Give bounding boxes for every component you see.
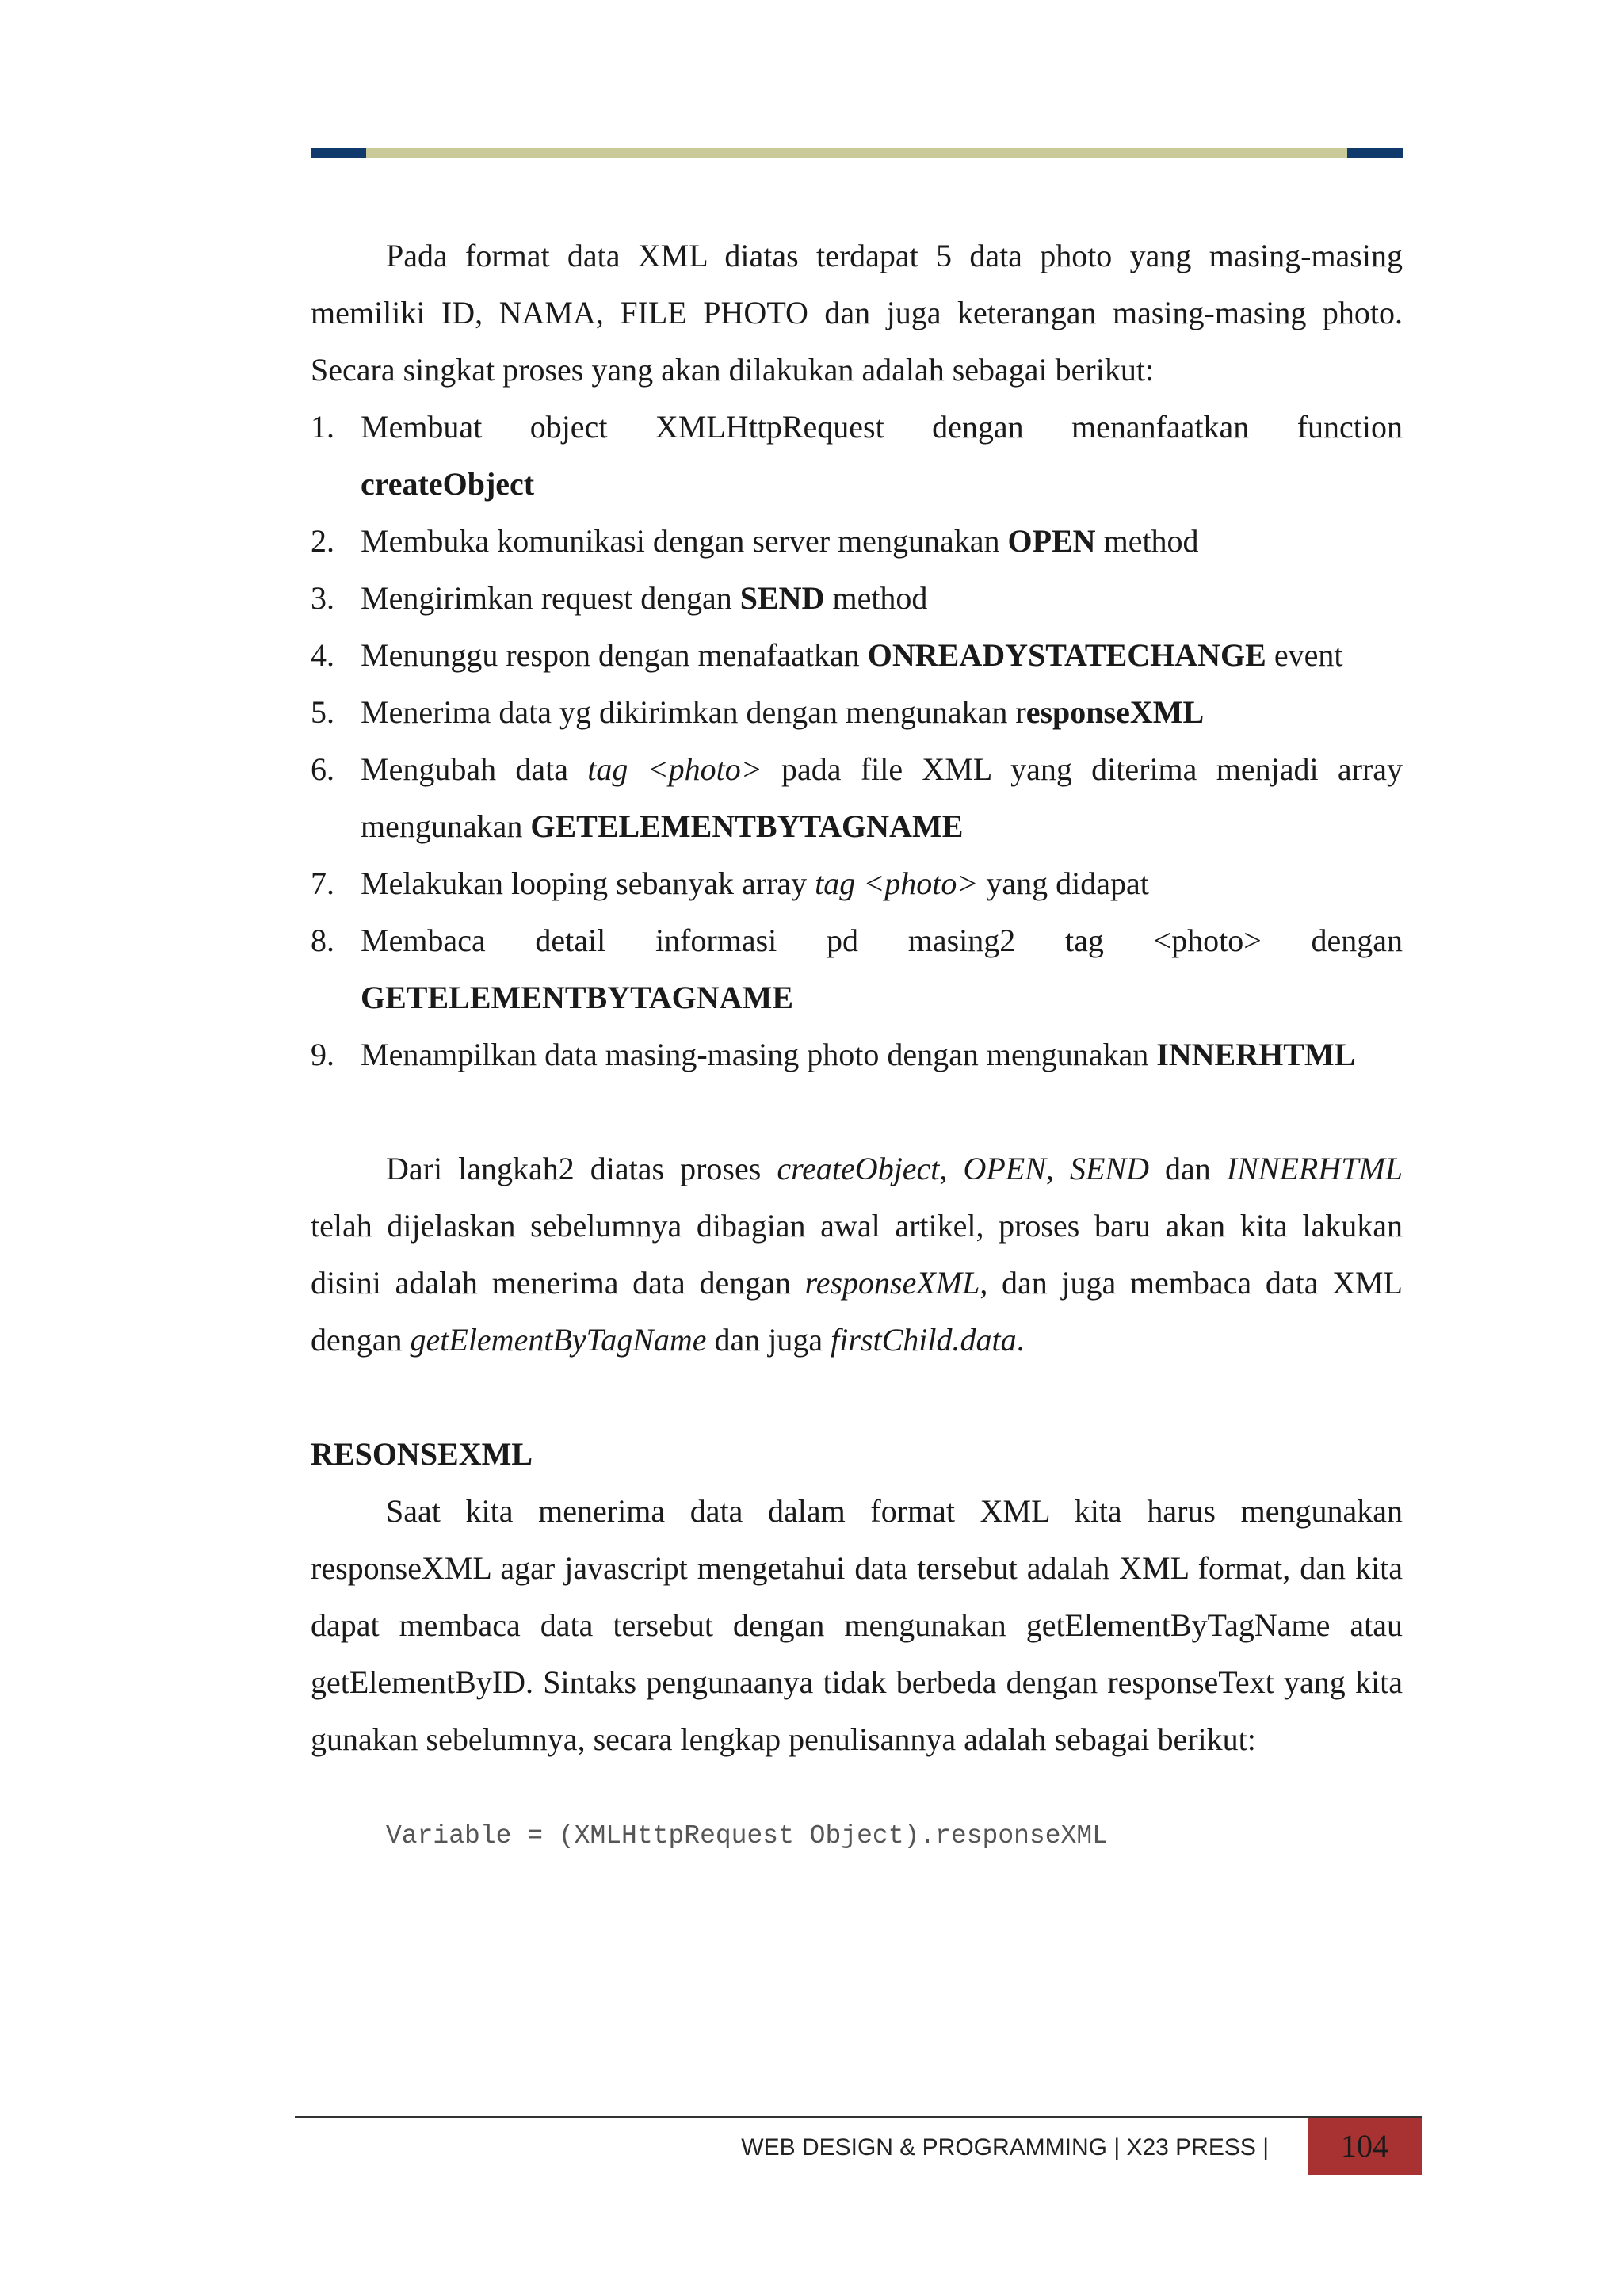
- list-item: [311, 570, 1403, 627]
- list-item-text: Menunggu respon dengan menafaatkan: [361, 637, 868, 673]
- list-item-bold: esponseXML: [1025, 694, 1205, 730]
- italic-run: SEND: [1069, 1151, 1149, 1186]
- code-snippet: Variable = (XMLHttpRequest Object).responseXML: [386, 1821, 1108, 1851]
- list-item: [311, 627, 1403, 684]
- text-run: ,: [1045, 1151, 1070, 1186]
- section-paragraph: Saat kita menerima data dalam format XML kita harus mengunakan responseXML agar javascript mengetahui data tersebut adalah XML format, dan kita dapat membaca data tersebut dengan mengunakan getElementByTagName atau getElementByID. Sintaks pengunaanya tidak berbeda dengan responseText yang kita gunakan sebelumnya, secara lengkap penulisannya adalah sebagai berikut:: [311, 1493, 1403, 1757]
- list-item: [311, 741, 1403, 855]
- list-item-bold: SEND: [739, 580, 825, 616]
- italic-run: getElementByTagName: [410, 1322, 707, 1358]
- header-rule-left-accent: [311, 148, 366, 158]
- list-item-text: Membuka komunikasi dengan server mengunakan: [361, 523, 1008, 559]
- list-item-text: Membuat object XMLHttpRequest dengan menanfaatkan function: [361, 409, 1403, 445]
- list-item: [311, 912, 1403, 1026]
- summary-paragraph: [311, 1140, 1403, 1369]
- list-item-text: Mengubah data: [361, 751, 588, 787]
- list-item-text: Melakukan looping sebanyak array: [361, 865, 815, 901]
- list-item: [311, 684, 1403, 741]
- list-item-bold: createObject: [361, 466, 535, 502]
- header-rule: [311, 148, 1403, 158]
- list-item-text: Menerima data yg dikirimkan dengan mengunakan r: [361, 694, 1026, 730]
- italic-run: firstChild.data: [831, 1322, 1017, 1358]
- list-item-number: 9.: [311, 1037, 334, 1072]
- list-item: [311, 1026, 1403, 1083]
- list-item: [311, 399, 1403, 513]
- spacer: [311, 1369, 1403, 1426]
- list-item-number: 1.: [311, 409, 334, 445]
- list-item-bold: GETELEMENTBYTAGNAME: [361, 980, 793, 1015]
- text-run: .: [1016, 1322, 1025, 1358]
- text-run: ,: [939, 1151, 964, 1186]
- list-item: [311, 513, 1403, 570]
- list-item-number: 2.: [311, 523, 334, 559]
- list-item-number: 8.: [311, 923, 334, 958]
- list-item-bold: ONREADYSTATECHANGE: [867, 637, 1266, 673]
- list-item-text-after: yang didapat: [978, 865, 1149, 901]
- list-item-bold: INNERHTML: [1156, 1037, 1356, 1072]
- list-item-italic: tag <photo>: [815, 865, 979, 901]
- list-item-text-after: event: [1266, 637, 1343, 673]
- page-number: 104: [1308, 2118, 1422, 2175]
- steps-list: [311, 399, 1403, 1083]
- list-item-number: 6.: [311, 751, 334, 787]
- list-item-text-after: method: [1095, 523, 1199, 559]
- italic-run: INNERHTML: [1226, 1151, 1403, 1186]
- list-item-number: 5.: [311, 694, 334, 730]
- section-heading: RESONSEXML: [311, 1436, 533, 1472]
- list-item-text: Menampilkan data masing-masing photo dengan mengunakan: [361, 1037, 1157, 1072]
- footer-title: WEB DESIGN & PROGRAMMING | X23 PRESS |: [741, 2134, 1269, 2160]
- list-item-text: Mengirimkan request dengan: [361, 580, 740, 616]
- italic-run: createObject: [777, 1151, 940, 1186]
- header-rule-right-accent: [1347, 148, 1403, 158]
- list-item-italic: tag <photo>: [587, 751, 762, 787]
- header-rule-middle: [366, 148, 1347, 158]
- list-item: [311, 855, 1403, 912]
- list-item-number: 4.: [311, 637, 334, 673]
- list-item-text-after: pada file XML yang diterima menjadi array mengunakan: [361, 751, 1403, 844]
- footer-rule: [295, 2116, 1422, 2118]
- list-item-text-after: method: [824, 580, 928, 616]
- list-item-number: 3.: [311, 580, 334, 616]
- page-body: [311, 227, 1403, 1855]
- text-run: dan: [1148, 1151, 1227, 1186]
- list-item-bold: GETELEMENTBYTAGNAME: [530, 808, 964, 844]
- text-run: Dari langkah2 diatas proses: [386, 1151, 777, 1186]
- text-run: dan juga: [706, 1322, 831, 1358]
- italic-run: responseXML: [804, 1265, 980, 1301]
- intro-paragraph: Pada format data XML diatas terdapat 5 data photo yang masing-masing memiliki ID, NAMA, FILE PHOTO dan juga keterangan masing-masing photo. Secara singkat proses yang akan dilakukan adalah sebagai berikut:: [311, 238, 1403, 388]
- list-item-bold: OPEN: [1007, 523, 1096, 559]
- text-run: telah dijelaskan sebelumnya dibagian awal artikel, proses baru akan kita lakukan disini adalah menerima data dengan: [311, 1208, 1403, 1301]
- list-item-text: Membaca detail informasi pd masing2 tag <photo> dengan: [361, 923, 1403, 958]
- text-run: , dan juga membaca data XML dengan: [311, 1265, 1403, 1358]
- list-item-number: 7.: [311, 865, 334, 901]
- italic-run: OPEN: [963, 1151, 1046, 1186]
- spacer: [311, 1083, 1403, 1140]
